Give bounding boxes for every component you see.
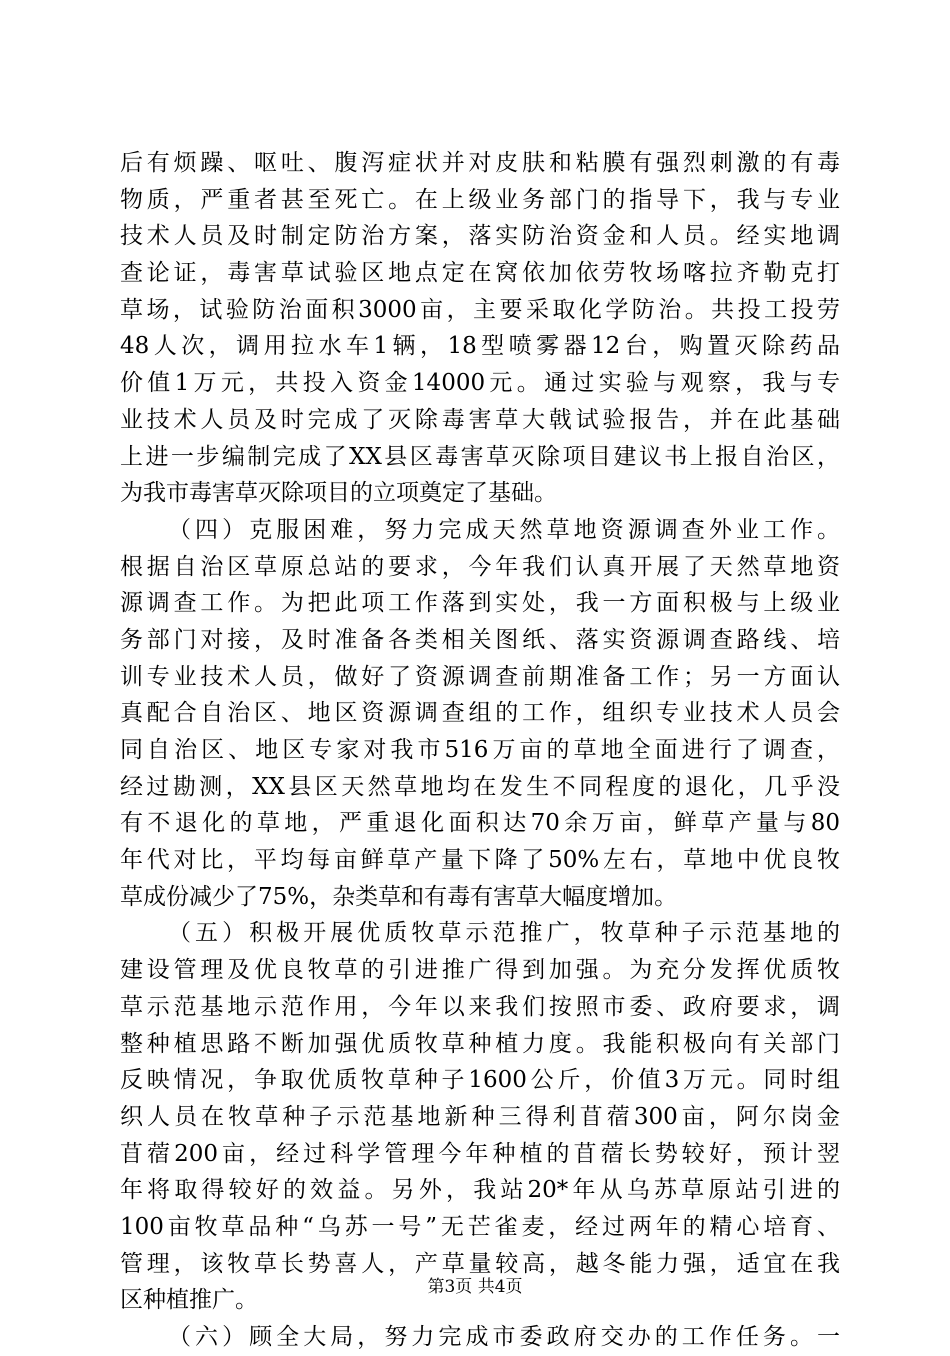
text-line: 经过勘测，XX县区天然草地均在发生不同程度的退化，几乎没 [120,773,840,800]
text-line: 业技术人员及时完成了灭除毒害草大戟试验报告，并在此基础 [120,406,840,433]
section-heading-5: （五）积极开展优质牧草示范推广，牧草种子示范基地的 [168,920,840,947]
text-line: 建设管理及优良牧草的引进推广得到加强。为充分发挥优质牧 [120,957,840,984]
text-line: 根据自治区草原总站的要求，今年我们认真开展了天然草地资 [120,553,840,580]
body-text [120,145,840,1356]
text-line: 源调查工作。为把此项工作落到实处，我一方面积极与上级业 [120,590,840,617]
section-heading-6: （六）顾全大局，努力完成市委政府交办的工作任务。一 [168,1324,840,1350]
section-heading-4: （四）克服困难，努力完成天然草地资源调查外业工作。 [168,516,840,543]
text-line: 价值1万元，共投入资金14000元。通过实验与观察，我与专 [120,370,840,397]
text-line: 苜蓿200亩，经过科学管理今年种植的苜蓿长势较好，预计翌 [120,1140,840,1167]
text-line: 草场，试验防治面积3000亩，主要采取化学防治。共投工投劳 [120,296,840,323]
page-number-footer: 第3页 共4页 [427,1277,523,1297]
text-line: 技术人员及时制定防治方案，落实防治资金和人员。经实地调 [120,223,840,250]
text-line: 48人次，调用拉水车1辆，18型喷雾器12台，购置灭除药品 [120,333,840,360]
text-line: 后有烦躁、呕吐、腹泻症状并对皮肤和粘膜有强烈刺激的有毒 [120,150,840,176]
text-line: 物质，严重者甚至死亡。在上级业务部门的指导下，我与专业 [120,186,840,213]
text-line: 训专业技术人员，做好了资源调查前期准备工作；另一方面认 [120,663,840,690]
text-line: 草示范基地示范作用，今年以来我们按照市委、政府要求，调 [120,993,840,1020]
text-line: 100亩牧草品种“乌苏一号”无芒雀麦，经过两年的精心培育、 [120,1213,840,1240]
text-line: 上进一步编制完成了XX县区毒害草灭除项目建议书上报自治区， [120,443,840,470]
text-line: 查论证，毒害草试验区地点定在窝依加依劳牧场喀拉齐勒克打 [120,260,840,287]
text-line: 真配合自治区、地区资源调查组的工作，组织专业技术人员会 [120,700,840,727]
text-line: 织人员在牧草种子示范基地新种三得利苜蓿300亩，阿尔岗金 [120,1103,840,1130]
text-line: 年代对比，平均每亩鲜草产量下降了50%左右，草地中优良牧 [120,847,840,874]
text-line: 同自治区、地区专家对我市516万亩的草地全面进行了调查， [120,737,840,763]
text-line: 为我市毒害草灭除项目的立项奠定了基础。 [120,480,557,507]
text-line: 草成份减少了75%，杂类草和有毒有害草大幅度增加。 [120,883,678,910]
text-line: 整种植思路不断加强优质牧草种植力度。我能积极向有关部门 [120,1030,840,1057]
text-line: 年将取得较好的效益。另外，我站20*年从乌苏草原站引进的 [120,1177,840,1204]
text-line: 管理，该牧草长势喜人，产草量较高，越冬能力强，适宜在我 [120,1250,840,1277]
text-line: 区种植推广。 [120,1287,258,1314]
text-line: 有不退化的草地，严重退化面积达70余万亩，鲜草产量与80 [120,810,840,837]
text-line: 务部门对接，及时准备各类相关图纸、落实资源调查路线、培 [120,626,840,653]
text-line: 反映情况，争取优质牧草种子1600公斤，价值3万元。同时组 [120,1067,840,1094]
